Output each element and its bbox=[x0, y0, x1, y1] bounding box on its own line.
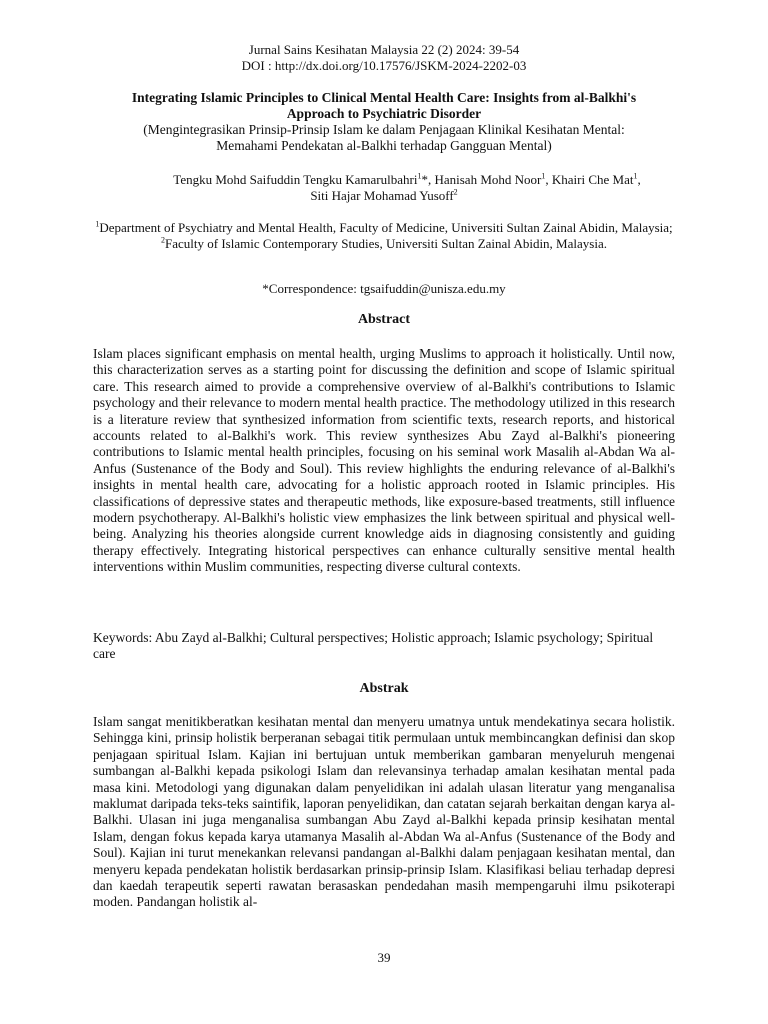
author-affil-sup: 1 bbox=[541, 171, 546, 181]
affiliation-sup: 2 bbox=[161, 235, 166, 245]
abstrak-heading: Abstrak bbox=[359, 681, 409, 696]
affiliation-text: Faculty of Islamic Contemporary Studies, Universiti Sultan Zainal Abidin, Malaysia. bbox=[165, 236, 607, 251]
page-number: 39 bbox=[377, 950, 391, 965]
affiliation-sup: 1 bbox=[95, 219, 100, 229]
author-list bbox=[0, 172, 768, 204]
author-line-2 bbox=[0, 188, 768, 204]
journal-header bbox=[0, 42, 768, 74]
malay-title-line-1: (Mengintegrasikan Prinsip-Prinsip Islam ke dalam Penjagaan Klinikal Kesihatan Mental: bbox=[143, 122, 625, 137]
author-affil-sup: 1 bbox=[633, 171, 638, 181]
affiliation-2 bbox=[70, 236, 698, 252]
doi-line: DOI : http://dx.doi.org/10.17576/JSKM-2024-2202-03 bbox=[241, 58, 527, 73]
correspondence: *Correspondence: tgsaifuddin@unisza.edu.my bbox=[262, 281, 506, 296]
affiliation-1 bbox=[70, 220, 698, 236]
author-name: Tengku Mohd Saifuddin Tengku Kamarulbahri bbox=[173, 172, 418, 187]
author-line-1: Tengku Mohd Saifuddin Tengku Kamarulbahri$^1$*, Hanisah Mohd Noor$^1$, Khairi Che Mat$^1$, bbox=[173, 171, 641, 187]
title-block bbox=[60, 90, 708, 154]
abstract-text: Islam places significant emphasis on mental health, urging Muslims to approach it holistically. Until now, this characterization serves as a starting point for discussing the definition and scope of Islamic spiritual care. This research aimed to provide a comprehensive overview of al-Balkhi's contributions to Islamic psychology and their relevance to modern mental health practice. The methodology utilized in this research is a literature review that synthesized information from scientific texts, research reports, and historical accounts related to al-Balkhi's work. This review synthesizes Abu Zayd al-Balkhi's pioneering contributions to Islamic mental health principles, focusing on his seminal work Masalih al-Abdan Wa al-Anfus (Sustenance of the Body and Soul). This review highlights the enduring relevance of al-Balkhi's insights in mental health care, advocating for a holistic approach rooted in Islamic principles. His classifications of depressive states and therapeutic methods, like exposure-based treatments, still influence modern psychotherapy. Al-Balkhi's holistic view emphasizes the link between spiritual and physical well-being. Analyzing his theories alongside current knowledge aids in diagnosing consistently and guiding therapy effectively. Integrating historical perspectives can enhance culturally sensitive mental health interventions within Muslim communities, respecting diverse cultural contexts. bbox=[93, 346, 675, 575]
journal-citation: Jurnal Sains Kesihatan Malaysia 22 (2) 2024: 39-54 bbox=[248, 42, 520, 57]
author-name: Hanisah Mohd Noor bbox=[434, 172, 542, 187]
corresponding-mark: *, bbox=[421, 172, 435, 187]
author-name: Siti Hajar Mohamad Yusoff bbox=[310, 188, 454, 203]
author-name: Khairi Che Mat bbox=[551, 172, 634, 187]
author-affil-sup: 2 bbox=[453, 187, 458, 197]
keywords: Keywords: Abu Zayd al-Balkhi; Cultural perspectives; Holistic approach; Islamic psychology; Spiritual care bbox=[93, 630, 654, 662]
paper-title-line-2: Approach to Psychiatric Disorder bbox=[286, 106, 482, 121]
affiliation-text: Department of Psychiatry and Mental Health, Faculty of Medicine, Universiti Sultan Zainal Abidin, Malaysia; bbox=[99, 220, 673, 235]
paper-title-line-1: Integrating Islamic Principles to Clinical Mental Health Care: Insights from al-Balkhi's bbox=[131, 90, 637, 105]
malay-title-line-2: Memahami Pendekatan al-Balkhi terhadap Gangguan Mental) bbox=[216, 138, 552, 153]
author-affil-sup: 1 bbox=[417, 171, 422, 181]
abstrak-text: Islam sangat menitikberatkan kesihatan mental dan menyeru umatnya untuk mendekatinya secara holistik. Sehingga kini, prinsip holistik berperanan sebagai titik permulaan untuk membincangkan definisi dan skop penjagaan spiritual Islam. Kajian ini bertujuan untuk memberikan gambaran menyeluruh mengenai sumbangan al-Balkhi kepada psikologi Islam dan relevansinya terhadap amalan kesihatan mental pada masa kini. Metodologi yang digunakan dalam penyelidikan ini adalah ulasan literatur yang menganalisa maklumat daripada teks-teks saintifik, laporan penyelidikan, dan catatan sejarah berkaitan dengan karya al-Balkhi. Ulasan ini juga menganalisa sumbangan Abu Zayd al-Balkhi kepada prinsip kesihatan mental Islam, dengan fokus kepada karya utamanya Masalih al-Abdan Wa al-Anfus (Sustenance of the Body and Soul). Kajian ini turut menekankan relevansi pandangan al-Balkhi dalam penjagaan kesihatan mental, dan menyeru kepada pendekatan holistik berdasarkan prinsip-prinsip Islam. Klasifikasi beliau terhadap depresi dan kaedah terapeutik seperti rawatan berasaskan pendedahan masih mempengaruhi ilmu psikoterapi moden. Pandangan holistik al- bbox=[93, 714, 675, 910]
abstract-heading: Abstract bbox=[357, 312, 411, 327]
affiliations bbox=[70, 220, 698, 252]
